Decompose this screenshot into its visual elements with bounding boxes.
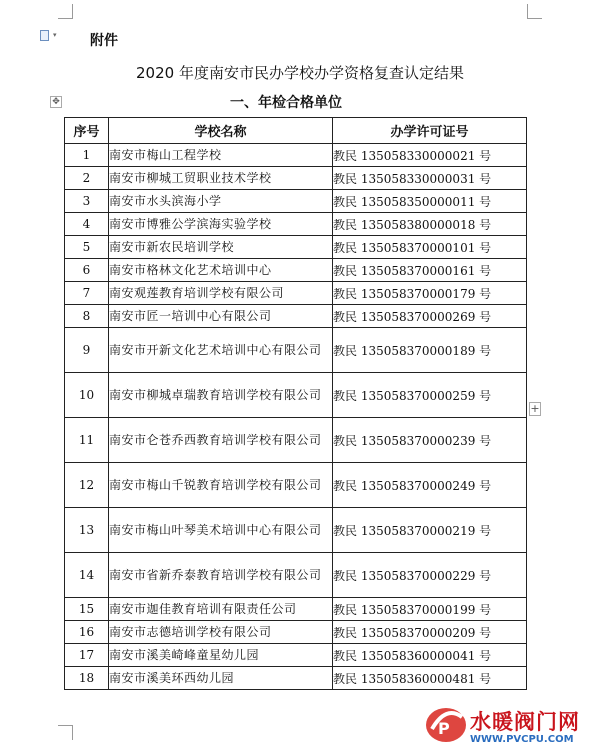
table-row (65, 508, 527, 553)
license-number: 教民 135058370000179 号 (333, 282, 527, 305)
table-row (65, 259, 527, 282)
table-header-row (65, 118, 527, 144)
header-no: 序号 (65, 118, 109, 144)
license-number: 教民 135058370000161 号 (333, 259, 527, 282)
license-number: 教民 135058370000199 号 (333, 598, 527, 621)
table-row (65, 418, 527, 463)
row-number: 7 (65, 282, 109, 305)
school-name: 南安市溪美环西幼儿园 (109, 667, 333, 690)
attachment-label: 附件 (90, 33, 118, 49)
table-row (65, 328, 527, 373)
school-name: 南安市省新乔泰教育培训学校有限公司 (109, 553, 333, 598)
school-name: 南安市格林文化艺术培训中心 (109, 259, 333, 282)
header-license: 办学许可证号 (333, 118, 527, 144)
table-row (65, 373, 527, 418)
table-row (65, 598, 527, 621)
license-number: 教民 135058360000481 号 (333, 667, 527, 690)
school-name: 南安市迦佳教育培训有限责任公司 (109, 598, 333, 621)
school-name: 南安市志德培训学校有限公司 (109, 621, 333, 644)
row-number: 4 (65, 213, 109, 236)
license-number: 教民 135058360000041 号 (333, 644, 527, 667)
school-name: 南安观莲教育培训学校有限公司 (109, 282, 333, 305)
table-row (65, 667, 527, 690)
license-number: 教民 135058330000031 号 (333, 167, 527, 190)
license-number: 教民 135058330000021 号 (333, 144, 527, 167)
row-number: 14 (65, 553, 109, 598)
license-number: 教民 135058370000209 号 (333, 621, 527, 644)
row-number: 11 (65, 418, 109, 463)
section-heading: 一、年检合格单位 (230, 95, 342, 111)
license-number: 教民 135058350000011 号 (333, 190, 527, 213)
results-table (64, 117, 527, 690)
row-number: 17 (65, 644, 109, 667)
table-row (65, 463, 527, 508)
school-name: 南安市博雅公学滨海实验学校 (109, 213, 333, 236)
license-number: 教民 135058370000101 号 (333, 236, 527, 259)
school-name: 南安市仑苍乔西教育培训学校有限公司 (109, 418, 333, 463)
document-icon[interactable] (40, 30, 49, 41)
license-number: 教民 135058370000189 号 (333, 328, 527, 373)
license-number: 教民 135058370000259 号 (333, 373, 527, 418)
row-number: 9 (65, 328, 109, 373)
row-number: 10 (65, 373, 109, 418)
row-number: 15 (65, 598, 109, 621)
page-margin-corner (58, 725, 73, 740)
add-row-icon[interactable]: + (530, 402, 540, 415)
header-school-name: 学校名称 (109, 118, 333, 144)
table-row (65, 553, 527, 598)
school-name: 南安市匠一培训中心有限公司 (109, 305, 333, 328)
school-name: 南安市梅山工程学校 (109, 144, 333, 167)
page-margin-corner (58, 4, 73, 19)
table-row (65, 190, 527, 213)
license-number: 教民 135058380000018 号 (333, 213, 527, 236)
row-number: 5 (65, 236, 109, 259)
school-name: 南安市新农民培训学校 (109, 236, 333, 259)
row-number: 13 (65, 508, 109, 553)
document-title: 2020 年度南安市民办学校办学资格复查认定结果 (136, 64, 464, 82)
page-margin-corner (527, 4, 542, 19)
row-number: 6 (65, 259, 109, 282)
table-row (65, 144, 527, 167)
row-number: 16 (65, 621, 109, 644)
school-name: 南安市梅山千锐教育培训学校有限公司 (109, 463, 333, 508)
license-number: 教民 135058370000229 号 (333, 553, 527, 598)
table-row (65, 282, 527, 305)
license-number: 教民 135058370000249 号 (333, 463, 527, 508)
license-number: 教民 135058370000219 号 (333, 508, 527, 553)
watermark-brand: 水暖阀门网 (470, 710, 580, 734)
school-name: 南安市开新文化艺术培训中心有限公司 (109, 328, 333, 373)
table-row (65, 213, 527, 236)
table-move-handle-icon[interactable]: ✥ (50, 96, 62, 108)
row-number: 1 (65, 144, 109, 167)
table-row (65, 305, 527, 328)
row-number: 3 (65, 190, 109, 213)
license-number: 教民 135058370000239 号 (333, 418, 527, 463)
school-name: 南安市柳城卓瑞教育培训学校有限公司 (109, 373, 333, 418)
table-row (65, 167, 527, 190)
row-number: 2 (65, 167, 109, 190)
table-row (65, 621, 527, 644)
school-name: 南安市柳城工贸职业技术学校 (109, 167, 333, 190)
school-name: 南安市梅山叶琴美术培训中心有限公司 (109, 508, 333, 553)
table-row (65, 644, 527, 667)
svg-text:P: P (438, 719, 450, 738)
row-number: 12 (65, 463, 109, 508)
watermark-url: WWW.PVCPU.COM (470, 734, 574, 745)
school-name: 南安市水头滨海小学 (109, 190, 333, 213)
row-number: 8 (65, 305, 109, 328)
table-row (65, 236, 527, 259)
chevron-down-icon[interactable]: ▾ (53, 31, 57, 39)
license-number: 教民 135058370000269 号 (333, 305, 527, 328)
row-number: 18 (65, 667, 109, 690)
school-name: 南安市溪美崎峰童星幼儿园 (109, 644, 333, 667)
